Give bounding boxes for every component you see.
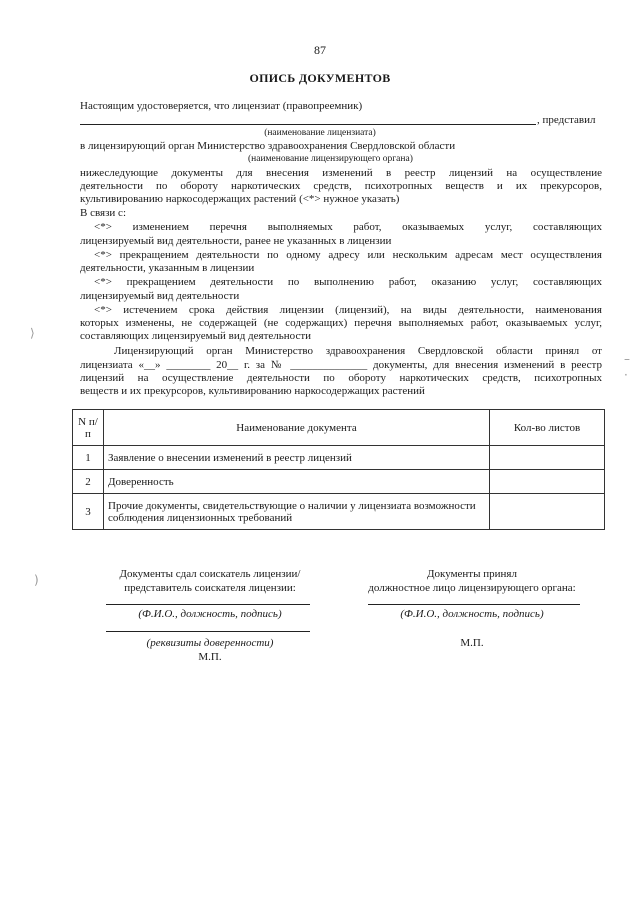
page-number: 87 <box>314 43 326 57</box>
option-4-line-3: составляющих лицензируемый вид деятельности <box>80 330 312 342</box>
row-document-name: Доверенность <box>104 470 490 494</box>
right-sign-line-1: Документы принял <box>427 568 517 580</box>
acceptance-line-3: лицензий на осуществление деятельности по обороту наркотических средств, психотропных <box>80 372 602 384</box>
header-number: N п/п <box>73 410 104 446</box>
acceptance-line-2: лицензиата «__» ________ 20__ г. за № ______________ документы, для внесения изменений в реестр <box>80 359 602 371</box>
row-number: 2 <box>73 470 104 494</box>
option-3-line-1: <*> прекращением деятельности по выполнению работ, оказанию услуг, составляющих <box>94 276 602 288</box>
option-4-line-2: которых изменены, не содержащей (не содержащих) перечня выполняемых работ, оказываемых услуг, <box>80 317 602 329</box>
option-4-line-1: <*> истечением срока действия лицензии (лицензий), на виды деятельности, наименования <box>94 304 602 316</box>
row-number: 1 <box>73 446 104 470</box>
scan-mark-left-1: ⟩ <box>30 326 35 340</box>
scan-mark-left-2: ) <box>34 573 39 587</box>
para-documents-line-3: культивированию наркосодержащих растений (<*> нужное указать) <box>80 193 400 205</box>
left-sign-caption-2: (реквизиты доверенности) <box>146 637 274 649</box>
intro-line: Настоящим удостоверяется, что лицензиат (правопреемник) <box>80 100 363 112</box>
table-header-row <box>73 410 605 446</box>
para-documents-line-2: деятельности по обороту наркотических средств, психотропных веществ и их прекурсоров, <box>80 180 602 192</box>
para-documents-line-1: нижеследующие документы для внесения изменений в реестр лицензий на осуществление <box>80 167 602 179</box>
authority-line: в лицензирующий орган Министерство здравоохранения Свердловской области <box>80 140 456 152</box>
left-stamp-label: М.П. <box>198 651 222 663</box>
option-1-line-2: лицензируемый вид деятельности, ранее не указанных в лицензии <box>80 235 392 247</box>
right-sign-line-2: должностное лицо лицензирующего органа: <box>368 582 576 594</box>
row-sheet-count <box>490 470 605 494</box>
table-row <box>73 470 605 494</box>
scan-mark-right-2: · <box>624 368 628 382</box>
row-document-name: Прочие документы, свидетельствующие о наличии у лицензиата возможности соблюдения лицензионных требований <box>104 494 490 530</box>
table-row <box>73 494 605 530</box>
documents-table <box>72 409 605 530</box>
header-sheet-count: Кол-во листов <box>490 410 605 446</box>
row-document-name: Заявление о внесении изменений в реестр лицензий <box>104 446 490 470</box>
left-sign-caption-1: (Ф.И.О., должность, подпись) <box>138 608 282 620</box>
acceptance-line-1: Лицензирующий орган Министерство здравоохранения Свердловской области принял от <box>114 345 602 357</box>
document-title: ОПИСЬ ДОКУМЕНТОВ <box>249 71 391 85</box>
left-signature-line <box>106 604 310 605</box>
right-signature-line <box>368 604 580 605</box>
left-power-of-attorney-line <box>106 631 310 632</box>
presented-word: , представил <box>537 114 596 126</box>
header-document-name: Наименование документа <box>104 410 490 446</box>
in-connection-label: В связи с: <box>80 207 126 219</box>
row-sheet-count <box>490 446 605 470</box>
option-1-line-1: <*> изменением перечня выполняемых работ, оказываемых услуг, составляющих <box>94 221 602 233</box>
licensee-blank <box>80 124 536 125</box>
left-sign-line-2: представитель соискателя лицензии: <box>124 582 296 594</box>
left-sign-line-1: Документы сдал соискатель лицензии/ <box>119 568 301 580</box>
row-sheet-count <box>490 494 605 530</box>
scan-mark-right-1: – <box>624 352 630 366</box>
acceptance-line-4: веществ и их прекурсоров, культивированию наркосодержащих растений <box>80 385 425 397</box>
right-stamp-label: М.П. <box>460 637 484 649</box>
right-sign-caption-1: (Ф.И.О., должность, подпись) <box>400 608 544 620</box>
caption-authority: (наименование лицензирующего органа) <box>248 154 413 164</box>
caption-licensee: (наименование лицензиата) <box>264 128 376 138</box>
option-2-line-2: деятельности, указанным в лицензии <box>80 262 255 274</box>
table-row <box>73 446 605 470</box>
row-number: 3 <box>73 494 104 530</box>
option-2-line-1: <*> прекращением деятельности по одному адресу или нескольким адресам мест осуществления <box>94 249 602 261</box>
option-3-line-2: лицензируемый вид деятельности <box>80 290 240 302</box>
